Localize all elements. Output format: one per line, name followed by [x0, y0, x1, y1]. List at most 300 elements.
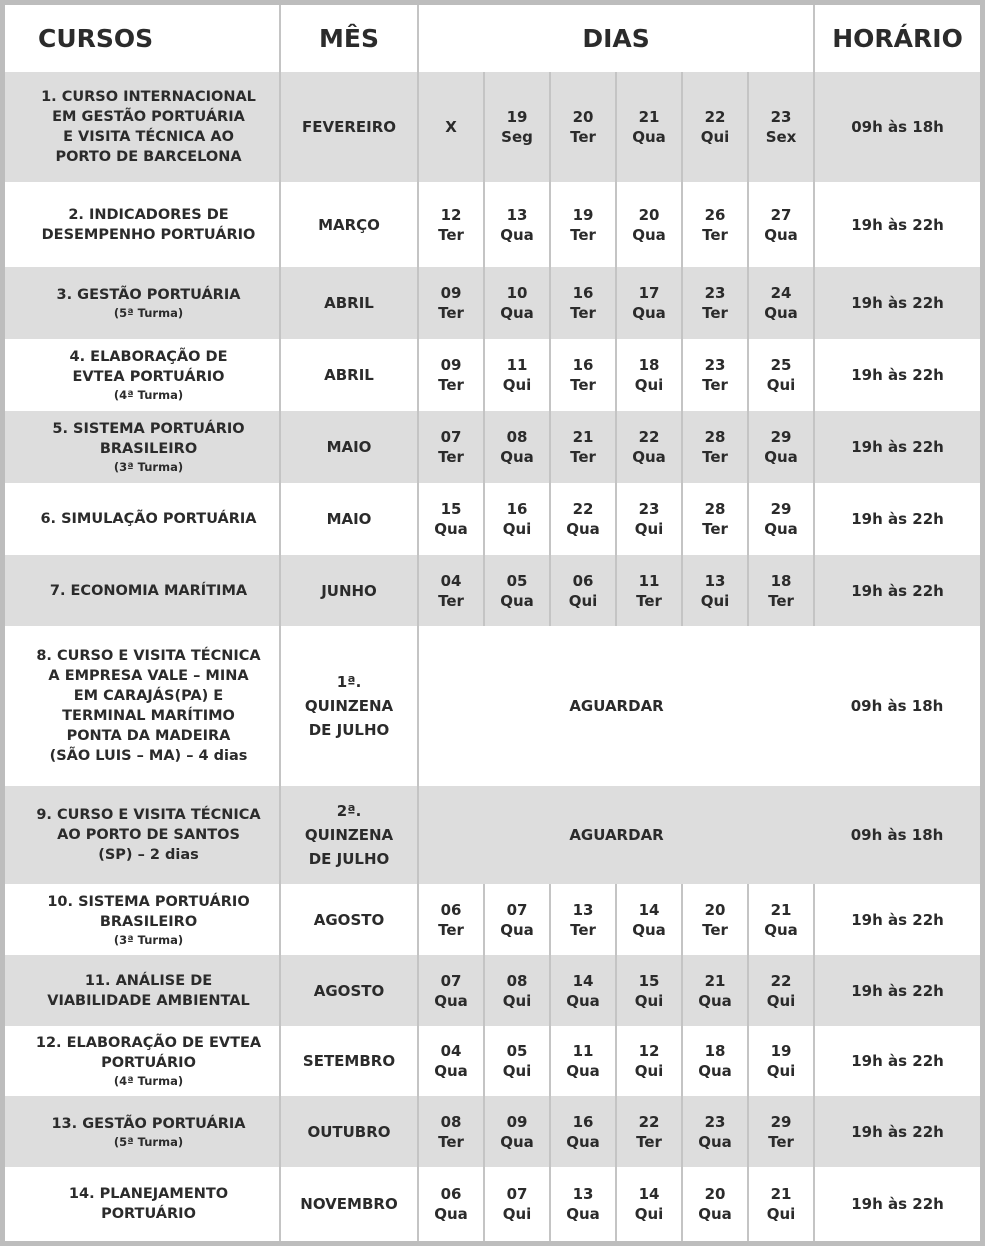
course-title-line: 12. ELABORAÇÃO DE EVTEA: [35, 1035, 262, 1051]
day-cell: [748, 955, 814, 1026]
table-row: [5, 786, 980, 884]
day-cell: [748, 267, 814, 339]
day-weekday: Ter: [438, 304, 464, 322]
month-cell: [280, 1096, 418, 1167]
day-cell: [484, 267, 550, 339]
day-number: 09: [506, 1112, 528, 1131]
day-cell: [682, 182, 748, 267]
course-title-cell: [5, 786, 280, 884]
course-title-cell: [5, 483, 280, 555]
day-weekday: Qui: [634, 991, 664, 1010]
day-weekday: Qua: [632, 128, 666, 146]
day-cell: [484, 72, 550, 182]
course-title-line: EVTEA PORTUÁRIO: [72, 369, 225, 385]
schedule-cell: 09h às 18h: [814, 72, 980, 182]
day-weekday: Qui: [502, 1205, 532, 1223]
day-cell: [616, 1026, 682, 1096]
day-number: 07: [506, 1185, 528, 1203]
month-cell: [280, 786, 418, 884]
day-cell: [418, 884, 484, 955]
schedule-cell: 19h às 22h: [814, 1096, 980, 1167]
month-line: ABRIL: [324, 294, 374, 312]
day-number: 21: [572, 428, 594, 446]
day-weekday: Qui: [502, 520, 532, 538]
month-line: FEVEREIRO: [301, 118, 397, 136]
day-cell: [418, 182, 484, 267]
course-turma: (3ª Turma): [113, 460, 184, 474]
day-weekday: Ter: [702, 376, 728, 394]
day-cell: [550, 267, 616, 339]
day-cell: [616, 339, 682, 411]
day-cell: [616, 955, 682, 1026]
table-row: [5, 1096, 980, 1167]
day-weekday: Ter: [570, 448, 596, 466]
day-weekday: Qua: [698, 1205, 732, 1223]
day-weekday: Seg: [501, 128, 533, 146]
schedule-cell: 19h às 22h: [814, 339, 980, 411]
schedule-cell: 19h às 22h: [814, 182, 980, 267]
course-title-line: AO PORTO DE SANTOS: [57, 827, 240, 843]
course-title-line: 11. ANÁLISE DE: [84, 972, 213, 989]
day-number: 08: [440, 1112, 462, 1131]
day-weekday: Qua: [500, 1132, 534, 1151]
course-title-line: TERMINAL MARÍTIMO: [62, 708, 235, 724]
course-title-line: E VISITA TÉCNICA AO: [63, 129, 234, 145]
day-weekday: Qua: [632, 304, 666, 322]
table-row: [5, 884, 980, 955]
course-turma: (5ª Turma): [113, 1134, 184, 1149]
day-cell: [682, 483, 748, 555]
day-number: 16: [572, 284, 594, 302]
day-weekday: Qua: [566, 1132, 600, 1151]
month-cell: [280, 555, 418, 626]
course-title-cell: [5, 1096, 280, 1167]
day-cell: [616, 267, 682, 339]
day-number: 19: [770, 1042, 792, 1060]
course-title-cell: [5, 955, 280, 1026]
day-weekday: Qui: [766, 376, 796, 394]
day-cell: [682, 1096, 748, 1167]
course-title-line: A EMPRESA VALE – MINA: [48, 668, 249, 684]
month-line: QUINZENA: [304, 697, 394, 715]
day-weekday: Qua: [764, 304, 798, 322]
day-number: 16: [506, 500, 528, 518]
month-cell: [280, 267, 418, 339]
day-number: 21: [638, 108, 660, 126]
day-weekday: Ter: [702, 304, 728, 322]
course-turma: (4ª Turma): [113, 1074, 184, 1088]
day-number: 21: [704, 971, 726, 990]
table-row: [5, 72, 980, 182]
day-weekday: Qua: [698, 1132, 732, 1151]
day-cell: [550, 411, 616, 483]
schedule-cell: 19h às 22h: [814, 955, 980, 1026]
day-cell: [418, 555, 484, 626]
day-weekday: Ter: [702, 448, 728, 466]
day-number: 14: [638, 900, 660, 919]
month-line: QUINZENA: [304, 826, 394, 844]
day-number: 05: [506, 1042, 528, 1060]
course-schedule-table: [5, 5, 980, 1241]
day-cell: [550, 1096, 616, 1167]
month-cell: [280, 182, 418, 267]
day-weekday: Ter: [438, 591, 464, 610]
course-title-line: EM GESTÃO PORTUÁRIA: [52, 109, 245, 125]
day-number: 22: [572, 500, 594, 518]
day-number: 23: [704, 356, 726, 374]
day-cell: [418, 955, 484, 1026]
day-cell: [616, 182, 682, 267]
day-number: 25: [770, 356, 792, 374]
day-number: 18: [638, 356, 660, 374]
course-turma: (5ª Turma): [113, 306, 184, 320]
day-number: 20: [704, 1185, 726, 1203]
day-cell: [682, 411, 748, 483]
day-weekday: Qua: [434, 991, 468, 1010]
course-title-line: 6. SIMULAÇÃO PORTUÁRIA: [40, 511, 257, 527]
schedule-cell: 19h às 22h: [814, 555, 980, 626]
table-row: [5, 1026, 980, 1096]
course-title-cell: [5, 555, 280, 626]
day-number: 23: [704, 1112, 726, 1131]
table-row: [5, 411, 980, 483]
day-number: 13: [572, 900, 594, 919]
day-number: 27: [770, 205, 792, 224]
course-title-line: EM CARAJÁS(PA) E: [73, 688, 224, 704]
month-line: MARÇO: [318, 215, 380, 234]
course-title-cell: [5, 626, 280, 786]
month-line: ABRIL: [324, 366, 374, 384]
day-number: 22: [704, 108, 726, 126]
course-title-cell: [5, 1167, 280, 1241]
day-number: 04: [440, 571, 462, 590]
day-number: 17: [638, 284, 660, 302]
course-turma: (3ª Turma): [113, 932, 184, 947]
day-weekday: Qui: [700, 128, 730, 146]
day-number: X: [445, 118, 457, 136]
day-cell: [550, 483, 616, 555]
month-line: 2ª.: [336, 802, 362, 820]
day-number: 29: [770, 428, 792, 446]
course-title-cell: [5, 182, 280, 267]
day-cell: [418, 72, 484, 182]
day-cell: [682, 72, 748, 182]
course-title-line: 3. GESTÃO PORTUÁRIA: [56, 287, 241, 303]
day-weekday: Qua: [500, 304, 534, 322]
day-number: 08: [506, 428, 528, 446]
day-number: 15: [440, 500, 462, 518]
day-cell: [418, 1026, 484, 1096]
day-number: 23: [770, 108, 792, 126]
day-number: 13: [572, 1185, 594, 1203]
day-cell: [616, 884, 682, 955]
day-number: 18: [770, 571, 792, 590]
day-weekday: Qua: [434, 1062, 468, 1080]
day-weekday: Qua: [698, 1062, 732, 1080]
day-weekday: Qui: [766, 1205, 796, 1223]
day-weekday: Ter: [438, 920, 464, 939]
day-weekday: Qua: [434, 1205, 468, 1223]
day-weekday: Ter: [570, 920, 596, 939]
day-number: 05: [506, 571, 528, 590]
day-cell: [616, 411, 682, 483]
day-weekday: Ter: [636, 591, 662, 610]
month-line: OUTUBRO: [307, 1122, 391, 1141]
day-number: 07: [440, 428, 462, 446]
day-number: 21: [770, 1185, 792, 1203]
month-cell: [280, 955, 418, 1026]
day-cell: [550, 955, 616, 1026]
day-cell: [484, 411, 550, 483]
day-weekday: Qui: [634, 1205, 664, 1223]
day-cell: [484, 955, 550, 1026]
day-cell: [418, 411, 484, 483]
schedule-cell: 19h às 22h: [814, 1167, 980, 1241]
header-horario: HORÁRIO: [814, 5, 980, 72]
day-weekday: Ter: [438, 448, 464, 466]
day-number: 06: [440, 900, 462, 919]
month-cell: [280, 1026, 418, 1096]
day-number: 14: [572, 971, 594, 990]
day-number: 13: [506, 205, 528, 224]
day-weekday: Ter: [438, 1132, 464, 1151]
schedule-cell: 19h às 22h: [814, 884, 980, 955]
day-weekday: Qui: [502, 1062, 532, 1080]
day-weekday: Qua: [500, 225, 534, 244]
day-number: 04: [440, 1042, 462, 1060]
course-title-line: 8. CURSO E VISITA TÉCNICA: [36, 648, 261, 664]
day-weekday: Qui: [502, 991, 532, 1010]
course-title-line: 5. SISTEMA PORTUÁRIO: [52, 421, 245, 437]
course-turma: (4ª Turma): [113, 388, 184, 402]
schedule-cell: 19h às 22h: [814, 483, 980, 555]
schedule-cell: 09h às 18h: [814, 786, 980, 884]
schedule-cell: 19h às 22h: [814, 1026, 980, 1096]
day-cell: [484, 1167, 550, 1241]
month-cell: [280, 72, 418, 182]
day-number: 12: [440, 205, 462, 224]
day-cell: [418, 483, 484, 555]
course-rows: [5, 72, 980, 1241]
day-cell: [682, 555, 748, 626]
course-title-cell: [5, 1026, 280, 1096]
day-weekday: Qua: [434, 520, 468, 538]
day-cell: [484, 1096, 550, 1167]
day-cell: [550, 1167, 616, 1241]
day-number: 12: [638, 1042, 660, 1060]
day-cell: [682, 955, 748, 1026]
month-cell: [280, 626, 418, 786]
day-weekday: Qua: [500, 448, 534, 466]
day-weekday: Qua: [764, 225, 798, 244]
course-title-line: (SP) – 2 dias: [98, 847, 199, 863]
day-number: 29: [770, 500, 792, 518]
course-title-line: PORTUÁRIO: [101, 1055, 196, 1071]
table-row: [5, 955, 980, 1026]
schedule-cell: 19h às 22h: [814, 411, 980, 483]
day-number: 10: [506, 284, 528, 302]
day-cell: [682, 1167, 748, 1241]
day-weekday: Qui: [766, 1062, 796, 1080]
day-number: 13: [704, 571, 726, 590]
day-cell: [550, 884, 616, 955]
day-weekday: Ter: [570, 304, 596, 322]
day-weekday: Qui: [634, 520, 664, 538]
course-title-line: 13. GESTÃO PORTUÁRIA: [51, 1115, 246, 1132]
day-number: 15: [638, 971, 660, 990]
month-cell: [280, 884, 418, 955]
day-weekday: Qua: [632, 920, 666, 939]
day-weekday: Qua: [764, 448, 798, 466]
course-title-line: 2. INDICADORES DE: [68, 206, 229, 223]
day-cell: [484, 339, 550, 411]
month-line: JUNHO: [321, 581, 377, 600]
day-weekday: Ter: [702, 225, 728, 244]
month-cell: [280, 411, 418, 483]
day-number: 28: [704, 500, 726, 518]
day-number: 07: [506, 900, 528, 919]
day-number: 28: [704, 428, 726, 446]
day-number: 07: [440, 971, 462, 990]
table-row: [5, 483, 980, 555]
course-title-cell: [5, 884, 280, 955]
day-number: 21: [770, 900, 792, 919]
day-number: 20: [572, 108, 594, 126]
month-cell: [280, 1167, 418, 1241]
day-cell: [748, 1167, 814, 1241]
month-line: MAIO: [326, 510, 372, 528]
day-cell: [616, 555, 682, 626]
course-title-line: 9. CURSO E VISITA TÉCNICA: [36, 807, 261, 823]
course-title-line: 7. ECONOMIA MARÍTIMA: [49, 582, 248, 599]
course-title-cell: [5, 411, 280, 483]
month-line: 1ª.: [336, 673, 362, 691]
day-number: 22: [638, 1112, 660, 1131]
month-line: SETEMBRO: [302, 1052, 396, 1070]
day-cell: [550, 72, 616, 182]
day-cell: [418, 267, 484, 339]
month-line: DE JULHO: [308, 721, 390, 739]
course-title-line: BRASILEIRO: [99, 441, 198, 457]
day-weekday: Qua: [566, 520, 600, 538]
day-number: 09: [440, 284, 462, 302]
day-weekday: Qui: [502, 376, 532, 394]
schedule-cell: 19h às 22h: [814, 267, 980, 339]
day-cell: [748, 884, 814, 955]
day-number: 22: [770, 971, 792, 990]
day-number: 18: [704, 1042, 726, 1060]
day-number: 20: [704, 900, 726, 919]
day-weekday: Ter: [570, 225, 596, 244]
course-title-cell: [5, 72, 280, 182]
day-weekday: Qua: [566, 1205, 600, 1223]
table-row: [5, 626, 980, 786]
day-cell: [682, 1026, 748, 1096]
course-title-line: PORTO DE BARCELONA: [55, 149, 242, 165]
day-weekday: Qua: [500, 920, 534, 939]
day-weekday: Qua: [566, 1062, 600, 1080]
day-cell: [550, 1026, 616, 1096]
day-weekday: Qua: [566, 991, 600, 1010]
course-title-line: 1. CURSO INTERNACIONAL: [41, 89, 256, 105]
header-row: [5, 5, 980, 72]
day-weekday: Qui: [634, 376, 664, 394]
day-number: 16: [572, 356, 594, 374]
day-cell: [616, 72, 682, 182]
month-line: DE JULHO: [308, 850, 390, 868]
header-dias: DIAS: [418, 5, 814, 72]
day-weekday: Ter: [768, 591, 794, 610]
table-row: [5, 1167, 980, 1241]
table-row: [5, 339, 980, 411]
course-title-line: 14. PLANEJAMENTO: [68, 1186, 229, 1202]
day-weekday: Qua: [764, 520, 798, 538]
day-cell: [682, 267, 748, 339]
table-row: [5, 555, 980, 626]
day-cell: [484, 884, 550, 955]
header-mes: MÊS: [280, 5, 418, 72]
day-cell: [418, 339, 484, 411]
day-number: 19: [506, 108, 528, 126]
header-cursos: CURSOS: [5, 5, 280, 72]
day-weekday: Ter: [768, 1132, 794, 1151]
month-line: AGOSTO: [313, 910, 385, 929]
day-cell: [682, 884, 748, 955]
course-title-line: PONTA DA MADEIRA: [66, 728, 231, 744]
day-cell: [748, 72, 814, 182]
day-number: 23: [704, 284, 726, 302]
month-cell: [280, 483, 418, 555]
day-cell: [748, 1026, 814, 1096]
day-number: 24: [770, 284, 792, 302]
day-weekday: Ter: [702, 520, 728, 538]
day-weekday: Qua: [632, 448, 666, 466]
day-cell: [550, 182, 616, 267]
day-weekday: Ter: [438, 376, 464, 394]
day-number: 29: [770, 1112, 792, 1131]
day-cell: [484, 483, 550, 555]
day-weekday: Ter: [636, 1132, 662, 1151]
day-weekday: Ter: [570, 376, 596, 394]
day-number: 16: [572, 1112, 594, 1131]
day-number: 06: [572, 571, 594, 590]
day-cell: [748, 339, 814, 411]
schedule-cell: 09h às 18h: [814, 626, 980, 786]
day-number: 19: [572, 205, 594, 224]
day-weekday: Qua: [764, 920, 798, 939]
day-cell: [550, 339, 616, 411]
course-title-line: 4. ELABORAÇÃO DE: [69, 349, 228, 365]
day-number: 11: [506, 356, 528, 374]
day-weekday: Ter: [702, 920, 728, 939]
day-number: 06: [440, 1185, 462, 1203]
day-weekday: Qui: [568, 591, 598, 610]
month-line: AGOSTO: [313, 981, 385, 1000]
day-weekday: Qua: [698, 991, 732, 1010]
day-cell: [484, 1026, 550, 1096]
day-number: 14: [638, 1185, 660, 1203]
course-title-line: BRASILEIRO: [99, 913, 198, 930]
day-number: 23: [638, 500, 660, 518]
day-weekday: Qua: [500, 591, 534, 610]
course-title-line: VIABILIDADE AMBIENTAL: [47, 992, 250, 1009]
day-cell: [748, 1096, 814, 1167]
month-line: NOVEMBRO: [300, 1195, 398, 1213]
day-cell: [748, 483, 814, 555]
day-weekday: Ter: [570, 128, 596, 146]
day-cell: [616, 1096, 682, 1167]
day-cell: [418, 1096, 484, 1167]
